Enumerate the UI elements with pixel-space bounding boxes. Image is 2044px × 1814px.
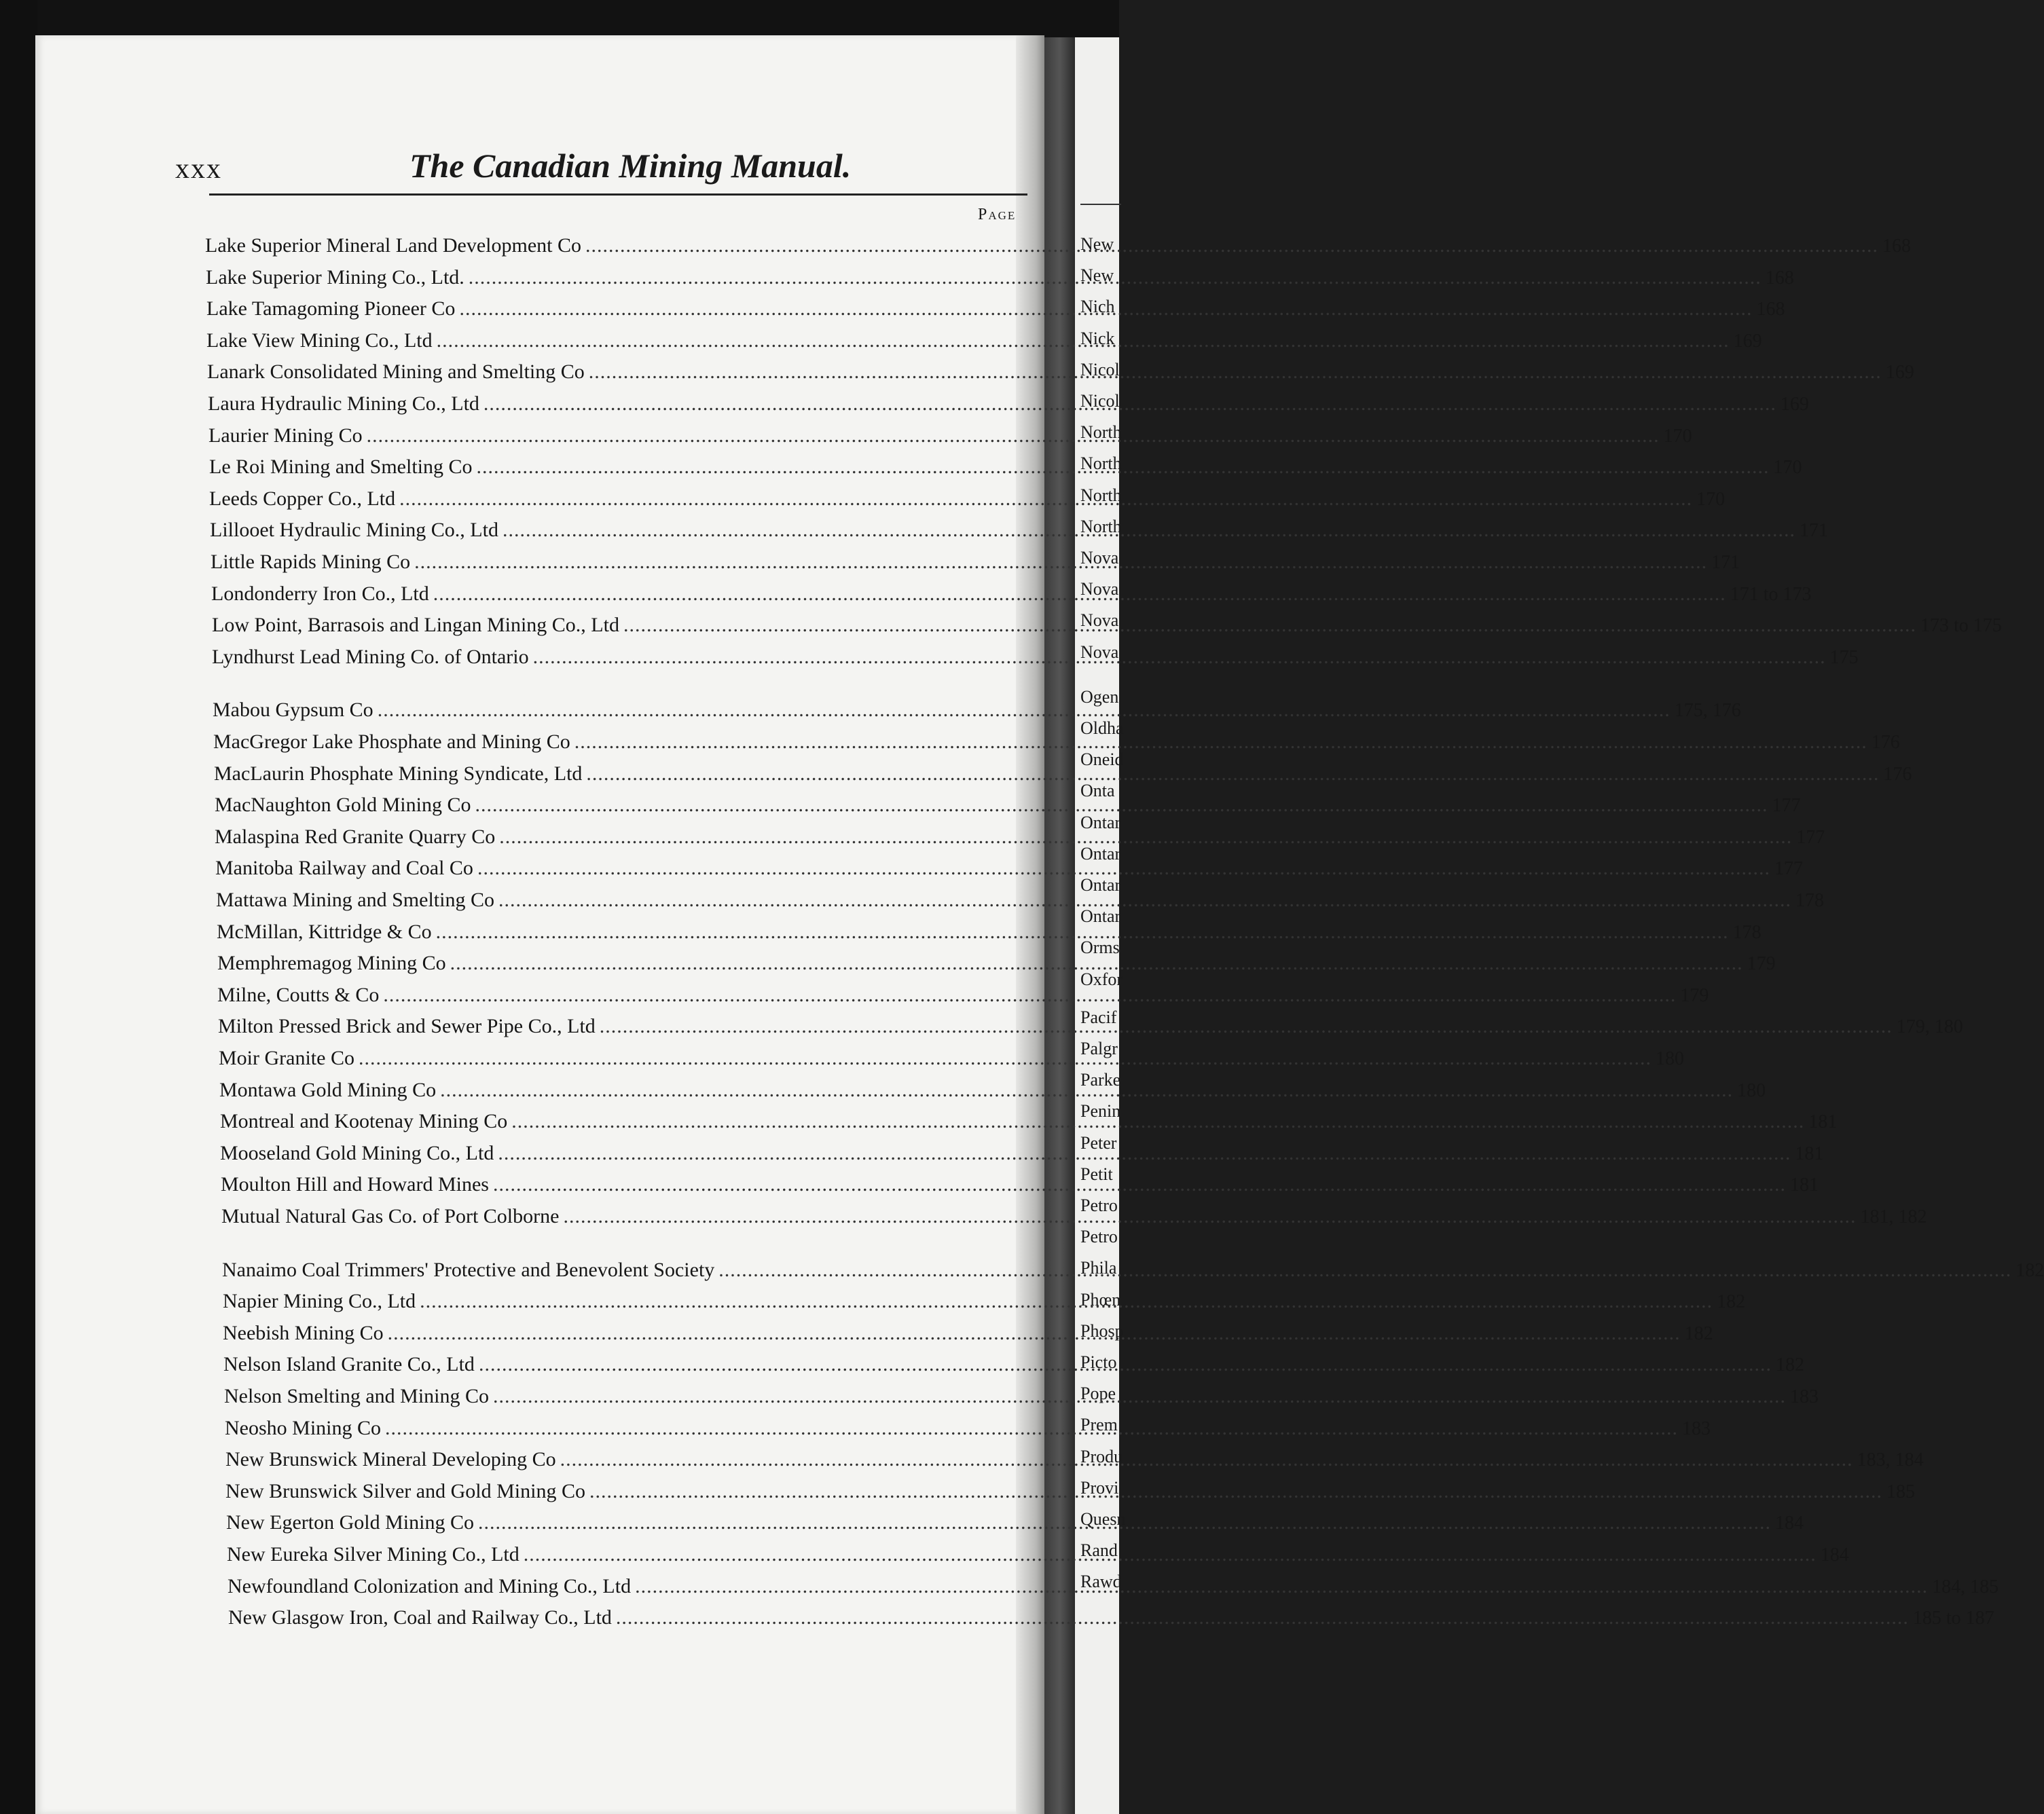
dot-leader [437,329,1730,352]
entry-page-number: 178 [1732,922,1762,943]
facing-page-fragment: Petro [1080,1227,1118,1246]
entry-name: Milne, Coutts & Co [217,984,380,1006]
entry-name: Mabou Gypsum Co [213,699,373,721]
entry-name: Neosho Mining Co [225,1417,382,1439]
entry-name: Mutual Natural Gas Co. of Port Colborne [221,1205,560,1227]
entry-name: Londonderry Iron Co., Ltd [211,582,429,605]
entry-name: Manitoba Railway and Coal Co [215,857,473,879]
dot-leader [498,1142,1791,1165]
entry-name: Laura Hydraulic Mining Co., Ltd [208,392,479,415]
facing-page-fragment: Rand [1080,1540,1118,1560]
entry-page-number: 175 [1829,647,1859,668]
entry-name: Memphremagog Mining Co [217,952,446,974]
facing-page-fragment: Produ [1080,1447,1123,1466]
entry-name: Newfoundland Colonization and Mining Co., Ltd [227,1575,632,1597]
dot-leader [414,551,1707,574]
facing-page-fragment: Parke [1080,1070,1121,1090]
dot-leader [635,1575,1928,1598]
entry-name: Neebish Mining Co [223,1322,384,1344]
entry-name: Nanaimo Coal Trimmers' Protective and Benevolent Society [222,1259,715,1281]
entry-name: Lillooet Hydraulic Mining Co., Ltd [210,519,498,541]
entry-page-number: 176 [1871,732,1900,753]
facing-page-fragment: Prem [1080,1415,1118,1434]
entry-name: New Brunswick Silver and Gold Mining Co [225,1480,585,1502]
entry-name: Montawa Gold Mining Co [219,1079,437,1101]
dot-leader [589,360,1882,384]
dot-leader [483,392,1776,415]
entry-name: Lake View Mining Co., Ltd [206,329,433,352]
entry-page-number: 169 [1885,362,1914,383]
entry-name: McMillan, Kittridge & Co [217,921,432,943]
facing-page-fragment: Ontar [1080,875,1121,895]
dot-leader [586,762,1879,785]
running-head [175,146,1024,187]
entry-name: Mattawa Mining and Smelting Co [216,889,494,911]
entry-page-number: 177 [1774,858,1803,879]
facing-page-fragment: Peter [1080,1133,1117,1153]
entry-page-number: 185 [1886,1481,1915,1502]
entry-name: Lake Tamagoming Pioneer Co [206,297,456,320]
facing-page-fragment: Provi [1080,1478,1119,1498]
facing-page-fragment: Oldha [1080,718,1124,738]
facing-page-fragment: Ontar [1080,906,1121,926]
dot-leader [623,614,1916,637]
facing-page-fragment: Phila [1080,1258,1117,1278]
entry-name: Moir Granite Co [219,1047,354,1069]
entry-page-number: 185 to 187 [1912,1608,1994,1629]
entry-page-number: 177 [1772,795,1801,816]
facing-page-fragment: Picto [1080,1352,1117,1372]
entry-name: Low Point, Barrasois and Lingan Mining Co., Ltd [212,614,619,636]
entry-page-number: 176 [1883,764,1912,785]
entry-page-number: 171 to 173 [1730,584,1812,605]
facing-page-fragment: Nich [1080,297,1115,316]
facing-page-fragment: North [1080,485,1122,505]
facing-page-fragment: Nova [1080,642,1119,662]
entry-name: MacNaughton Gold Mining Co [215,794,471,816]
facing-page-fragment: Petit [1080,1164,1113,1184]
entry-page-number: 183, 184 [1857,1449,1924,1470]
facing-page-fragment: North [1080,454,1122,473]
dot-leader [475,794,1768,817]
dot-leader [478,1511,1771,1534]
index-entry [215,857,1803,884]
facing-page-fragment: Nick [1080,329,1115,348]
entry-page-number: 181 [1789,1174,1819,1196]
dot-leader [477,857,1770,880]
entry-name: New Egerton Gold Mining Co [226,1511,474,1534]
dot-leader [718,1259,2011,1282]
entry-name: Malaspina Red Granite Quarry Co [215,826,496,848]
index-entry [213,730,1900,758]
facing-page-fragment: Oxfor [1080,969,1123,989]
entry-name: Montreal and Kootenay Mining Co [220,1110,508,1132]
dot-leader [563,1205,1856,1228]
dot-leader [420,1290,1713,1313]
entry-page-number: 182 [2015,1260,2044,1281]
facing-page-fragment: Nova [1080,548,1119,568]
dot-leader [616,1606,1909,1629]
entry-name: Lake Superior Mineral Land Development Co [205,234,582,257]
entry-page-number: 181 [1808,1111,1838,1132]
facing-page-fragment: Oneid [1080,749,1124,769]
entry-name: Milton Pressed Brick and Sewer Pipe Co., Ltd [218,1015,596,1037]
entry-name: Nelson Smelting and Mining Co [224,1385,489,1407]
entry-name: Leeds Copper Co., Ltd [209,487,396,510]
entry-page-number: 182 [1717,1291,1746,1312]
entry-name: Little Rapids Mining Co [211,551,411,573]
entry-page-number: 181, 182 [1860,1206,1927,1227]
entry-page-number: 183 [1682,1418,1711,1439]
entry-name: New Eureka Silver Mining Co., Ltd [227,1543,519,1566]
facing-page-fragment: New [1080,234,1114,254]
entry-page-number: 184 [1774,1513,1804,1534]
facing-page-fragment: Pope [1080,1384,1116,1403]
dot-leader [503,519,1795,542]
dot-leader [585,234,1878,257]
header-rule [209,193,1027,196]
facing-page-fragment: North [1080,517,1122,536]
index-entry [214,762,1912,790]
entry-page-number: 180 [1737,1080,1766,1101]
entry-page-number: 169 [1733,331,1762,352]
page-folio: xxx [175,153,222,185]
facing-page-fragment: North [1080,422,1122,442]
dot-leader [479,1353,1772,1376]
facing-page-fragment: Nicol [1080,360,1120,380]
dot-leader [459,297,1752,320]
entry-name: New Glasgow Iron, Coal and Railway Co., Ltd [228,1606,612,1629]
facing-page-fragment: Nicol [1080,391,1120,411]
dot-leader [388,1322,1681,1345]
dot-leader [378,699,1671,722]
entry-page-number: 180 [1655,1048,1684,1069]
scan-border-top [0,0,1119,37]
facing-page-fragment: Onta [1080,781,1115,800]
entry-page-number: 184 [1820,1544,1849,1566]
entry-page-number: 171 [1711,552,1740,573]
entry-page-number: 168 [1765,267,1794,289]
entry-page-number: 168 [1882,236,1912,257]
entry-page-number: 170 [1773,457,1802,478]
entry-page-number: 168 [1756,299,1785,320]
entry-name: Napier Mining Co., Ltd [223,1290,416,1312]
entry-page-number: 175, 176 [1674,700,1741,721]
dot-leader [436,921,1729,944]
dot-leader [493,1173,1786,1196]
dot-leader [499,826,1792,849]
facing-page-rule [1080,204,1121,205]
entry-page-number: 173 to 175 [1920,615,2002,636]
dot-leader [600,1015,1893,1038]
dot-leader [450,952,1743,975]
facing-page-fragment: Pacif [1080,1007,1117,1027]
entry-page-number: 179 [1747,953,1776,974]
dot-leader [533,646,1826,669]
dot-leader [440,1079,1733,1102]
entry-name: Lanark Consolidated Mining and Smelting Co [207,360,585,383]
entry-name: Moulton Hill and Howard Mines [221,1173,489,1196]
index-entry [213,699,1741,726]
entry-page-number: 184, 185 [1932,1576,1999,1597]
entry-page-number: 182 [1775,1354,1804,1375]
dot-leader [589,1480,1882,1503]
dot-leader [399,487,1692,511]
scan-border-left [0,0,37,1814]
entry-page-number: 179 [1680,985,1709,1006]
index-entry [228,1606,1994,1633]
page-column-heading: Page [978,206,1017,223]
dot-leader [560,1448,1853,1471]
entry-name: Le Roi Mining and Smelting Co [209,456,473,478]
entry-page-number: 177 [1796,827,1825,848]
entry-page-number: 170 [1663,426,1692,447]
facing-page-fragment: Ontar [1080,844,1121,864]
entry-name: MacLaurin Phosphate Mining Syndicate, Ltd [214,762,583,785]
entry-page-number: 171 [1799,520,1828,541]
entry-page-number: 182 [1684,1323,1713,1344]
dot-leader [433,582,1726,606]
index-entry [217,984,1709,1011]
entry-page-number: 170 [1696,489,1726,510]
entry-name: Laurier Mining Co [208,424,363,447]
index-entry [215,794,1801,821]
dot-leader [524,1543,1817,1566]
dot-leader [574,730,1867,754]
dot-leader [477,456,1770,479]
dot-leader [359,1047,1651,1070]
facing-page-fragment: Quesn [1080,1509,1126,1529]
entry-page-number: 178 [1795,890,1824,911]
entry-name: Lyndhurst Lead Mining Co. of Ontario [212,646,529,668]
facing-page-fragment: Ogen [1080,687,1119,707]
facing-page-fragment: Nova [1080,579,1119,599]
facing-page-fragment: Orms [1080,938,1120,957]
entry-page-number: 181 [1795,1143,1824,1164]
entry-name: MacGregor Lake Phosphate and Mining Co [213,730,570,753]
entry-name: Mooseland Gold Mining Co., Ltd [220,1142,494,1164]
dot-leader [493,1385,1786,1408]
entry-page-number: 183 [1790,1386,1819,1407]
book-title: The Canadian Mining Manual. [409,147,852,185]
facing-page-fragment: Petro [1080,1196,1118,1215]
entry-name: Nelson Island Granite Co., Ltd [223,1353,475,1375]
dot-leader [383,984,1676,1007]
index-entry [215,826,1825,853]
dot-leader [469,266,1762,289]
facing-page-fragment: Nova [1080,610,1119,630]
dot-leader [498,889,1791,912]
facing-page-fragment: Ontar [1080,813,1121,832]
facing-page-fragment: Rawd [1080,1572,1122,1591]
entry-name: New Brunswick Mineral Developing Co [225,1448,556,1470]
dot-leader [367,424,1660,447]
dot-leader [511,1110,1804,1133]
entry-page-number: 179, 180 [1896,1016,1963,1037]
dot-leader [385,1417,1678,1440]
facing-page-fragment: Palgr [1080,1039,1118,1058]
entry-name: Lake Superior Mining Co., Ltd. [206,266,464,289]
entry-page-number: 169 [1780,394,1809,415]
facing-page-fragment: Penin [1080,1101,1121,1121]
facing-page-fragment: Phosp [1080,1321,1124,1341]
facing-page-fragment: New [1080,265,1114,285]
facing-page-fragment: Phœn [1080,1290,1121,1310]
